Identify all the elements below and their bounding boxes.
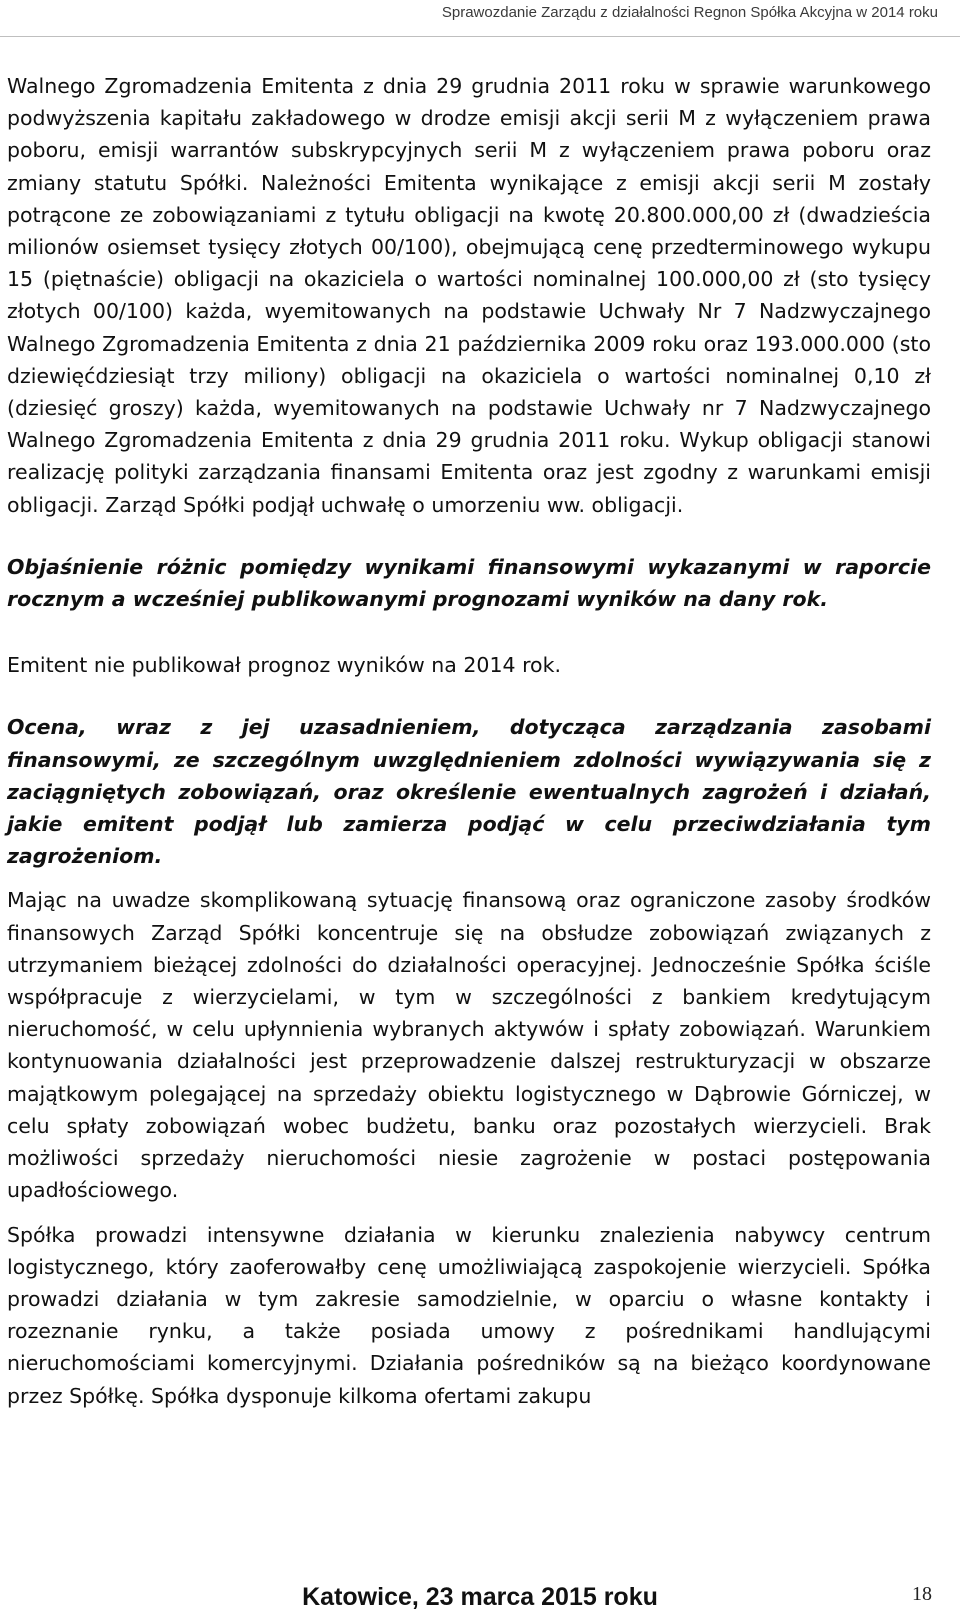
paragraph-buyer-search: Spółka prowadzi intensywne działania w kierunku znalezienia nabywcy centrum logistycznego, który zaoferowałby cenę umożliwiającą zaspokojenie wierzycieli. Spółka prowadzi działania w tym zakresie samodzielnie, w oparciu o własne kontakty i rozeznanie rynku, a także posiada umowy z pośrednikami handlującymi nieruchomościami komercyjnymi. Działania pośredników są na bieżąco koordynowane przez Spółkę. Spółka dysponuje kilkoma ofertami zakupu [7, 1222, 931, 1408]
section-heading-forecast-differences: Objaśnienie różnic pomiędzy wynikami finansowymi wykazanymi w raporcie rocznym a wcześniej publikowanymi prognozami wyników na dany rok. [7, 554, 931, 612]
section-heading-financial-management: Ocena, wraz z jej uzasadnieniem, dotycząca zarządzania zasobami finansowymi, ze szczególnym uwzględnieniem zdolności wywiązywania się z zaciągniętych zobowiązań, oraz określenie ewentualnych zagrożeń i działań, jakie emitent podjął lub zamierza podjąć w celu przeciwdziałania tym zagrożeniom. [7, 715, 931, 869]
paragraph-no-forecast: Emitent nie publikował prognoz wyników na 2014 rok. [7, 653, 561, 678]
page-header [0, 0, 960, 37]
document-body [7, 70, 931, 1412]
paragraph-financial-situation: Mając na uwadze skomplikowaną sytuację finansową oraz ograniczone zasoby środków finansowych Zarząd Spółki koncentruje się na obsłudze zobowiązań związanych z utrzymaniem bieżącej zdolności do działalności operacyjnej. Jednocześnie Spółka ściśle współpracuje z wierzycielami, w tym w szczególności z bankiem kredytującym nieruchomość, w celu upłynnienia wybranych aktywów i spłaty zobowiązań. Warunkiem kontynuowania działalności jest przeprowadzenie dalszej restrukturyzacji w obszarze majątkowym polegającej na sprzedaży obiektu logistycznego w Dąbrowie Górniczej, w celu spłaty zobowiązań wobec budżetu, banku oraz pozostałych wierzycieli. Brak możliwości sprzedaży nieruchomości niesie zagrożenie w postaci postępowania upadłościowego. [7, 888, 931, 1203]
page-number: 18 [912, 1583, 932, 1605]
paragraph-bond-redemption: Walnego Zgromadzenia Emitenta z dnia 29 grudnia 2011 roku w sprawie warunkowego podwyższenia kapitału zakładowego w drodze emisji akcji serii M z wyłączeniem prawa poboru, emisji warrantów subskrypcyjnych serii M z wyłączeniem prawa poboru oraz zmiany statutu Spółki. Należności Emitenta wynikające z emisji akcji serii M zostały potrącone ze zobowiązaniami z tytułu obligacji na kwotę 20.800.000,00 zł (dwadzieścia milionów osiemset tysięcy złotych 00/100), obejmującą cenę przedterminowego wykupu 15 (piętnaście) obligacji na okaziciela o wartości nominalnej 100.000,00 zł (sto tysięcy złotych 00/100) każda, wyemitowanych na podstawie Uchwały Nr 7 Nadzwyczajnego Walnego Zgromadzenia Emitenta z dnia 21 października 2009 roku oraz 193.000.000 (sto dziewięćdziesiąt trzy miliony) obligacji na okaziciela o wartości nominalnej 0,10 zł (dziesięć groszy) każda, wyemitowanych na podstawie Uchwały nr 7 Nadzwyczajnego Walnego Zgromadzenia Emitenta z dnia 29 grudnia 2011 roku. Wykup obligacji stanowi realizację polityki zarządzania finansami Emitenta oraz jest zgodny z warunkami emisji obligacji. Zarząd Spółki podjął uchwałę o umorzeniu ww. obligacji. [7, 74, 931, 517]
footer-place-date: Katowice, 23 marca 2015 roku [302, 1583, 658, 1611]
header-title: Sprawozdanie Zarządu z działalności Regnon Spółka Akcyjna w 2014 roku [441, 4, 938, 21]
